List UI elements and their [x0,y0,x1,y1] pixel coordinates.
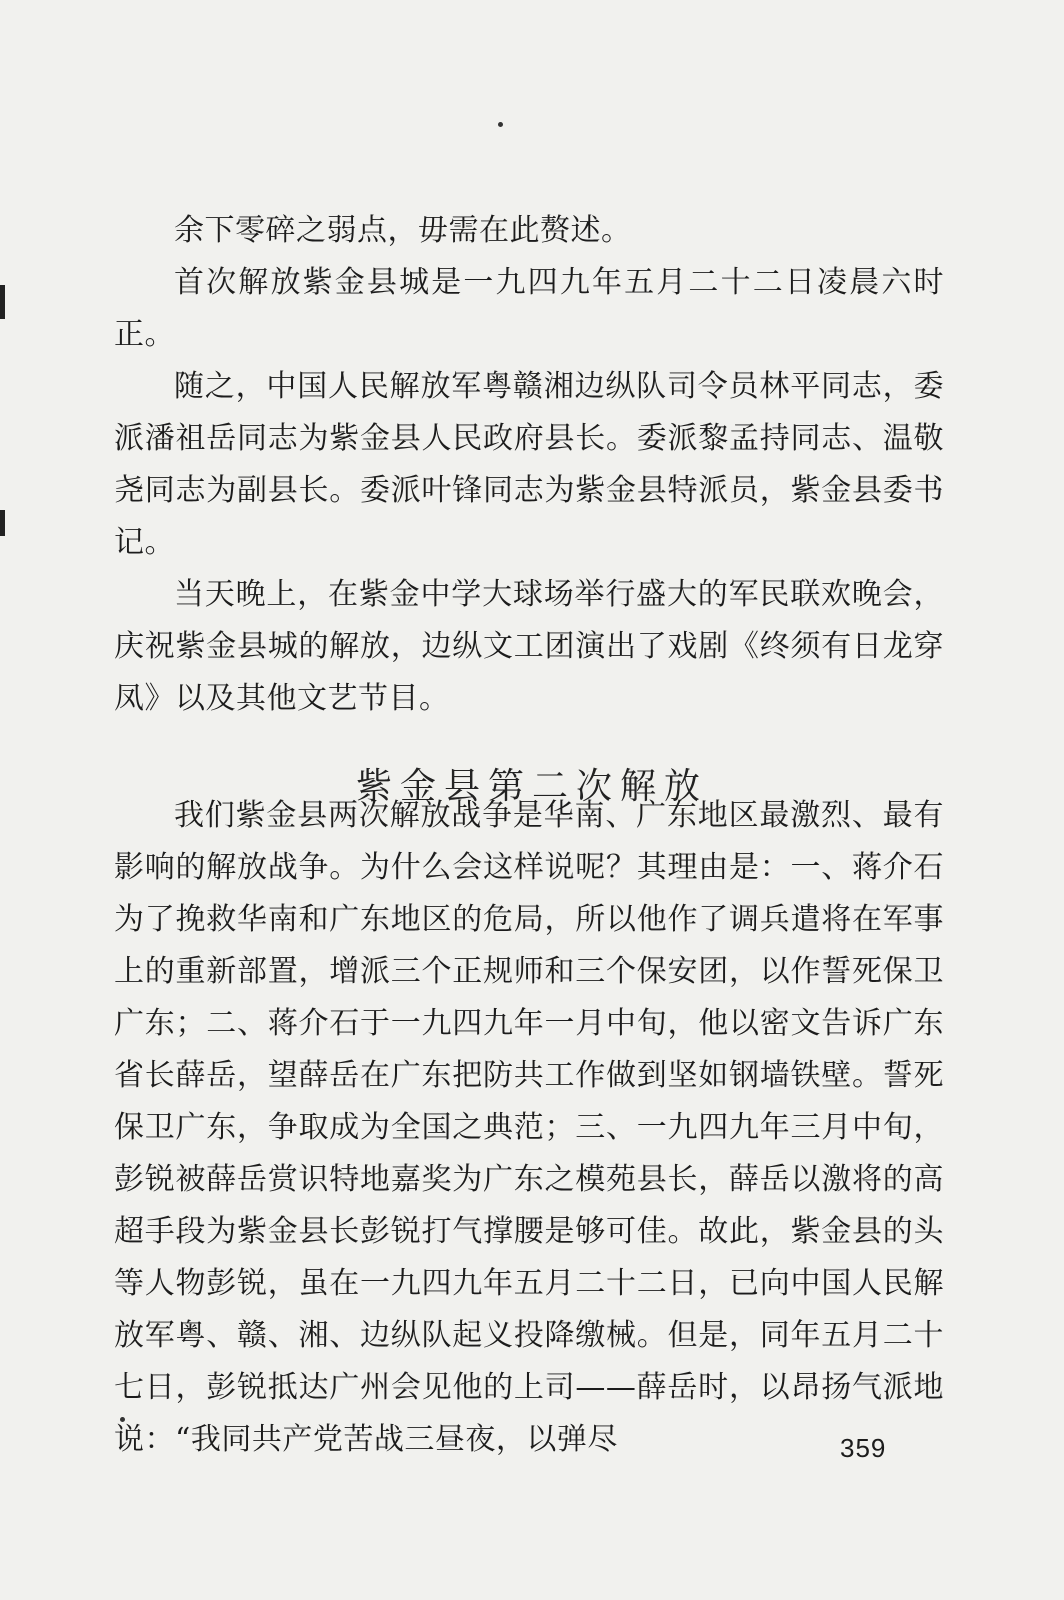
paragraph: 当天晚上，在紫金中学大球场举行盛大的军民联欢晚会，庆祝紫金县城的解放，边纵文工团演出了戏剧《终须有日龙穿凤》以及其他文艺节目。 [114,577,944,716]
top-text-block [114,205,944,725]
scan-edge-mark [0,510,5,536]
bottom-text-block [114,790,944,1466]
scan-speck [498,122,503,127]
paragraph: 我们紫金县两次解放战争是华南、广东地区最激烈、最有影响的解放战争。为什么会这样说呢？其理由是：一、蒋介石为了挽救华南和广东地区的危局，所以他作了调兵遣将在军事上的重新部置，增派三个正规师和三个保安团，以作誓死保卫广东；二、蒋介石于一九四九年一月中旬，他以密文告诉广东省长薛岳，望薛岳在广东把防共工作做到坚如钢墙铁壁。誓死保卫广东，争取成为全国之典范；三、一九四九年三月中旬，彭锐被薛岳赏识特地嘉奖为广东之模苑县长，薛岳以激将的高超手段为紫金县长彭锐打气撑腰是够可佳。故此，紫金县的头等人物彭锐，虽在一九四九年五月二十二日，已向中国人民解放军粤、赣、湘、边纵队起义投降缴械。但是，同年五月二十七日，彭锐抵达广州会见他的上司——薛岳时，以昂扬气派地说：“我同共产党苦战三昼夜，以弹尽 [114,798,944,1457]
paragraph: 余下零碎之弱点，毋需在此赘述。 [174,213,632,248]
page-number: 359 [840,1433,887,1463]
paragraph: 首次解放紫金县城是一九四九年五月二十二日凌晨六时正。 [114,265,944,352]
scan-edge-mark [0,285,5,319]
paragraph: 随之，中国人民解放军粤赣湘边纵队司令员林平同志，委派潘祖岳同志为紫金县人民政府县长。委派黎孟持同志、温敬尧同志为副县长。委派叶锋同志为紫金县特派员，紫金县委书记。 [114,369,944,560]
section-heading: 紫金县第二次解放 [355,765,708,807]
